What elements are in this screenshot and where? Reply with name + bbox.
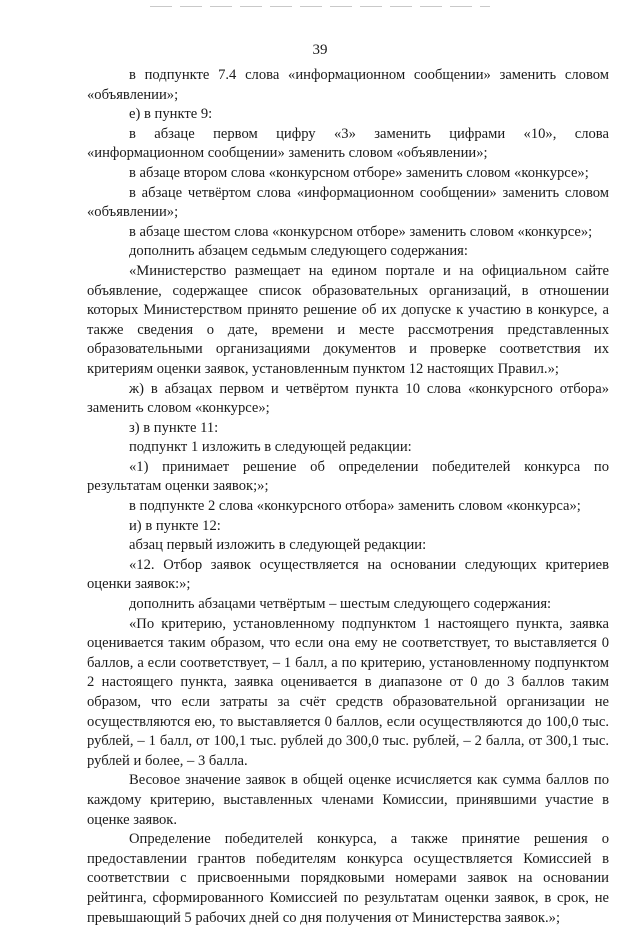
paragraph: в подпункте 2 слова «конкурсного отбора» заменить словом «конкурса»; xyxy=(129,498,581,515)
paragraph: абзац первый изложить в следующей редакции: xyxy=(129,537,427,554)
paragraph: подпункт 1 изложить в следующей редакции: xyxy=(129,439,412,456)
paragraph: в подпункте 7.4 слова «информационном сообщении» заменить словом «объявлении»; xyxy=(87,67,609,103)
scan-artifact-line xyxy=(150,6,490,7)
paragraph: «12. Отбор заявок осуществляется на основании следующих критериев оценки заявок:»; xyxy=(87,556,609,593)
paragraph: «1) принимает решение об определении победителей конкурса по результатам оценки заявок;»; xyxy=(87,458,609,495)
paragraph: ж) в абзацах первом и четвёртом пункта 10 слова «конкурсного отбора» заменить словом «конкурсе»; xyxy=(87,380,609,417)
paragraph: в абзаце втором слова «конкурсном отборе» заменить словом «конкурсе»; xyxy=(129,164,589,181)
page-number: 39 xyxy=(312,42,328,58)
paragraph: «По критерию, установленному подпунктом 1 настоящего пункта, заявка оценивается таким образом, что если она ему не соответствует, то выставляется 0 баллов, а если соответствует, – 1 балл, а по критерию, установленному подпунктом 2 настоящего пункта, заявка оценивается в диапазоне от 0 до 3 баллов таким образом, что если затраты за счёт средств образовательной организации не осуществляются ею, то выставляется 0 баллов, если осуществляются до 100,0 тыс. рублей, – 1 балл, от 100,1 тыс. рублей до 300,0 тыс. рублей, – 2 балла, от 300,1 тыс. рублей и более, – 3 балла. xyxy=(87,615,609,769)
paragraph: е) в пункте 9: xyxy=(129,106,213,123)
paragraph: з) в пункте 11: xyxy=(129,419,219,436)
paragraph: и) в пункте 12: xyxy=(129,517,221,534)
paragraph: Весовое значение заявок в общей оценке исчисляется как сумма баллов по каждому критерию, выставленных членами Комиссии, принявшими участие в оценке заявок. xyxy=(87,772,609,828)
paragraph: дополнить абзацами четвёртым – шестым следующего содержания: xyxy=(129,596,552,613)
paragraph: «Министерство размещает на едином портале и на официальном сайте объявление, содержащее список образовательных организаций, в отношении которых Министерством принято решение об их допуске к участию в конкурсе, а также сведения о дате, времени и месте рассмотрения представленных образовательными организациями документов и проверке соответствия их критериям оценки заявок, установленным пунктом 12 настоящих Правил.»; xyxy=(87,262,609,377)
paragraph: в абзаце четвёртом слова «информационном сообщении» заменить словом «объявлении»; xyxy=(87,184,609,221)
paragraph: дополнить абзацем седьмым следующего содержания: xyxy=(129,243,468,260)
paragraph: в абзаце первом цифру «3» заменить цифрами «10», слова «информационном сообщении» заменить словом «объявлении»; xyxy=(87,125,609,162)
paragraph: Определение победителей конкурса, а также принятие решения о предоставлении грантов победителям конкурса осуществляется Комиссией в соответствии с присвоенными порядковыми номерами заявок на основании рейтинга, сформированного Комиссией по результатам оценки заявок, в срок, не превышающий 5 рабочих дней со дня получения от Министерства заявок.»; xyxy=(87,831,609,926)
paragraph: в абзаце шестом слова «конкурсном отборе» заменить словом «конкурсе»; xyxy=(129,223,593,240)
document-body xyxy=(87,66,609,928)
